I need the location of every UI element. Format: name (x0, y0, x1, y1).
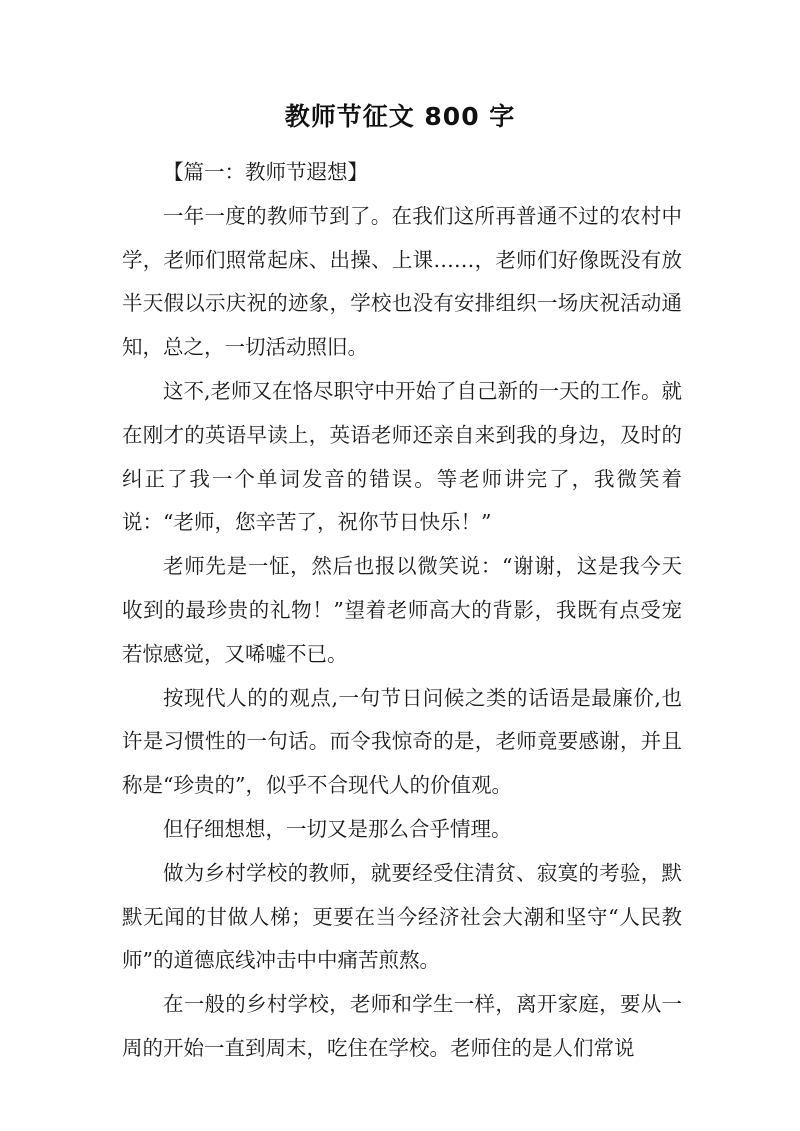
paragraph: 按现代人的的观点,一句节日问候之类的话语是最廉价,也许是习惯性的一句话。而令我惊奇的是，老师竟要感谢，并且称是“珍贵的”，似乎不合现代人的价值观。 (122, 685, 682, 798)
section-heading: 【篇一：教师节遐想】 (163, 160, 368, 184)
paragraph: 做为乡村学校的教师，就要经受住清贫、寂寞的考验，默默无闻的甘做人梯；更要在当今经济社会大潮和坚守“人民教师”的道德底线冲击中中痛苦煎熬。 (122, 860, 682, 973)
paragraph: 但仔细想想，一切又是那么合乎情理。 (163, 816, 512, 841)
paragraph: 老师先是一怔，然后也报以微笑说：“谢谢，这是我今天收到的最珍贵的礼物！”望着老师高大的背影，我既有点受宠若惊感觉，又唏嘘不已。 (122, 554, 682, 666)
document-title: 教师节征文 800 字 (284, 102, 516, 131)
paragraph: 一年一度的教师节到了。在我们这所再普通不过的农村中学，老师们照常起床、出操、上课……，老师们好像既没有放半天假以示庆祝的迹象，学校也没有安排组织一场庆祝活动通知，总之，一切活动照旧。 (122, 203, 682, 360)
document-body (122, 151, 682, 1071)
paragraph: 这不,老师又在恪尽职守中开始了自己新的一天的工作。就在刚才的英语早读上，英语老师还亲自来到我的身边，及时的纠正了我一个单词发音的错误。等老师讲完了，我微笑着说：“老师，您辛苦了，祝你节日快乐！” (122, 378, 683, 535)
paragraph: 在一般的乡村学校，老师和学生一样，离开家庭，要从一周的开始一直到周末，吃住在学校。老师住的是人们常说 (122, 992, 682, 1060)
